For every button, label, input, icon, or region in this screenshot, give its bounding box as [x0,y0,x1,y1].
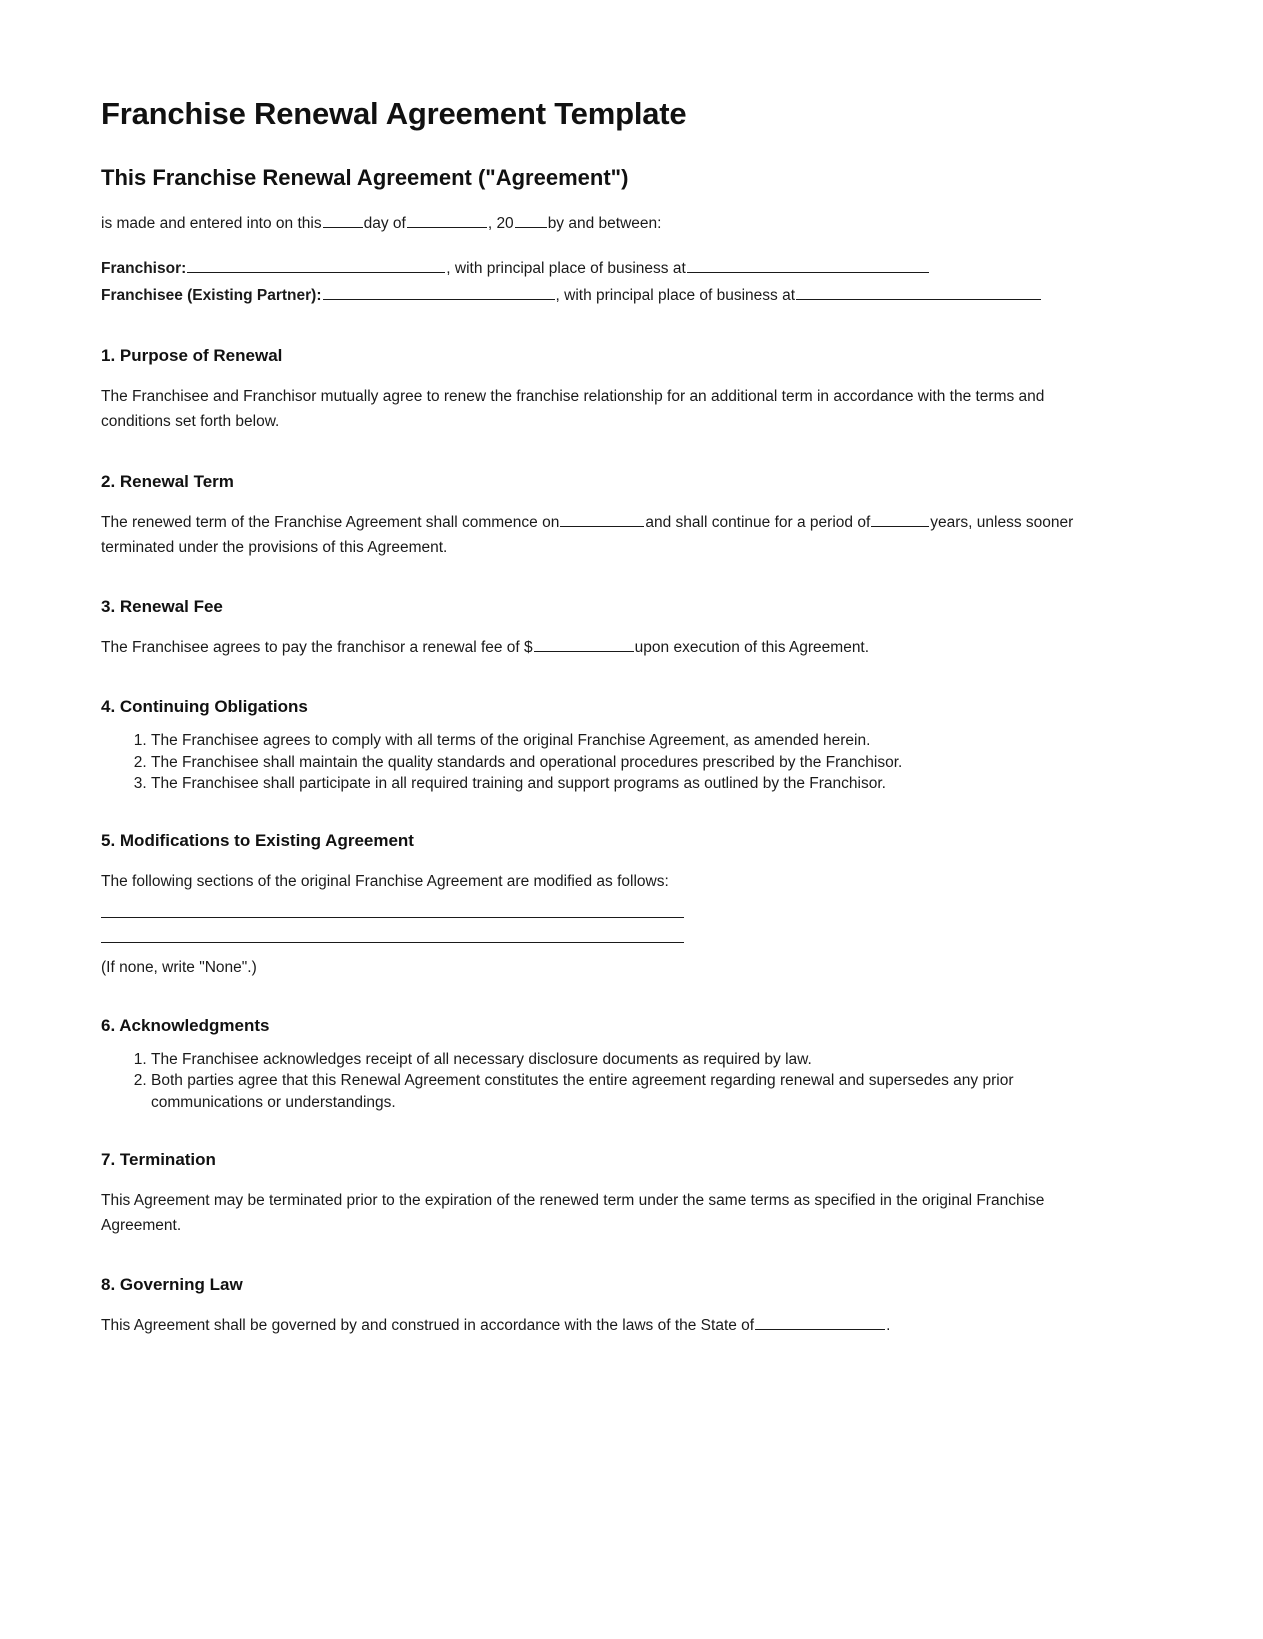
franchisor-line [101,256,1123,283]
renewal-fee-text-1: The Franchisee agrees to pay the franchisor a renewal fee of $ [101,638,533,656]
modifications-write-line-1[interactable] [101,917,684,918]
list-item: 2. The Franchisee shall maintain the quality standards and operational procedures prescribed by the Franchisor. [151,752,1123,773]
franchisee-name-blank[interactable] [323,284,555,299]
governing-law-text-1: This Agreement shall be governed by and construed in accordance with the laws of the State of [101,1317,755,1335]
renewal-term-text-3: years, unless sooner terminated under the provisions of this Agreement. [101,513,1074,556]
governing-law-text-2: . [886,1317,891,1335]
list-item: 2. Both parties agree that this Renewal Agreement constitutes the entire agreement regarding renewal and supersedes any prior communications or understandings. [151,1070,1123,1113]
section-body-governing-law [101,1313,1111,1338]
franchisor-address-blank[interactable] [687,258,929,273]
franchisor-label: Franchisor: [101,259,187,277]
section-body-renewal-term [101,510,1111,560]
section-heading-governing-law: 8. Governing Law [101,1275,243,1295]
intro-text-4: by and between: [547,214,662,232]
intro-text-1: is made and entered into on this [101,214,322,232]
section-heading-termination: 7. Termination [101,1149,216,1169]
modifications-write-line-2[interactable] [101,942,684,943]
day-blank[interactable] [323,212,363,227]
list-item: 1. The Franchisee acknowledges receipt of all necessary disclosure documents as required by law. [151,1049,1123,1070]
franchisee-line [101,283,1123,310]
franchisee-label: Franchisee (Existing Partner): [101,286,322,304]
renewal-fee-text-2: upon execution of this Agreement. [634,638,870,656]
section-body-renewal-fee [101,635,1111,660]
franchisor-mid-text: , with principal place of business at [446,259,686,277]
section-heading-continuing-obligations: 4. Continuing Obligations [101,697,308,717]
franchisor-name-blank[interactable] [187,258,445,273]
intro-text-3: , 20 [487,214,514,232]
franchisee-address-blank[interactable] [796,284,1041,299]
section-heading-modifications: 5. Modifications to Existing Agreement [101,831,414,851]
section-heading-renewal-fee: 3. Renewal Fee [101,596,223,616]
commencement-date-blank[interactable] [560,511,644,526]
section-body-modifications: The following sections of the original Franchise Agreement are modified as follows: [101,873,669,891]
state-blank[interactable] [755,1315,885,1330]
section-heading-acknowledgments: 6. Acknowledgments [101,1015,270,1035]
section-heading-renewal-term: 2. Renewal Term [101,471,234,491]
modifications-note: (If none, write "None".) [101,958,257,976]
year-blank[interactable] [515,212,547,227]
continuing-obligations-list [101,730,1123,794]
parties-block [101,256,1123,309]
list-item: 3. The Franchisee shall participate in all required training and support programs as outlined by the Franchisor. [151,773,1123,794]
renewal-term-text-2: and shall continue for a period of [645,513,871,531]
section-heading-purpose: 1. Purpose of Renewal [101,346,283,366]
page-title: Franchise Renewal Agreement Template [101,96,687,131]
acknowledgments-list [101,1049,1123,1113]
month-blank[interactable] [407,212,487,227]
agreement-subtitle: This Franchise Renewal Agreement ("Agreement") [101,165,629,191]
renewal-term-text-1: The renewed term of the Franchise Agreement shall commence on [101,513,560,531]
franchisee-mid-text: , with principal place of business at [555,286,796,304]
intro-paragraph [101,212,1123,235]
intro-text-2: day of [363,214,406,232]
term-years-blank[interactable] [871,511,929,526]
list-item: 1. The Franchisee agrees to comply with all terms of the original Franchise Agreement, as amended herein. [151,730,1123,751]
section-body-purpose: The Franchisee and Franchisor mutually agree to renew the franchise relationship for an additional term in accordance with the terms and conditions set forth below. [101,388,1045,431]
section-body-termination: This Agreement may be terminated prior to the expiration of the renewed term under the same terms as specified in the original Franchise Agreement. [101,1192,1045,1235]
renewal-fee-amount-blank[interactable] [534,637,634,652]
